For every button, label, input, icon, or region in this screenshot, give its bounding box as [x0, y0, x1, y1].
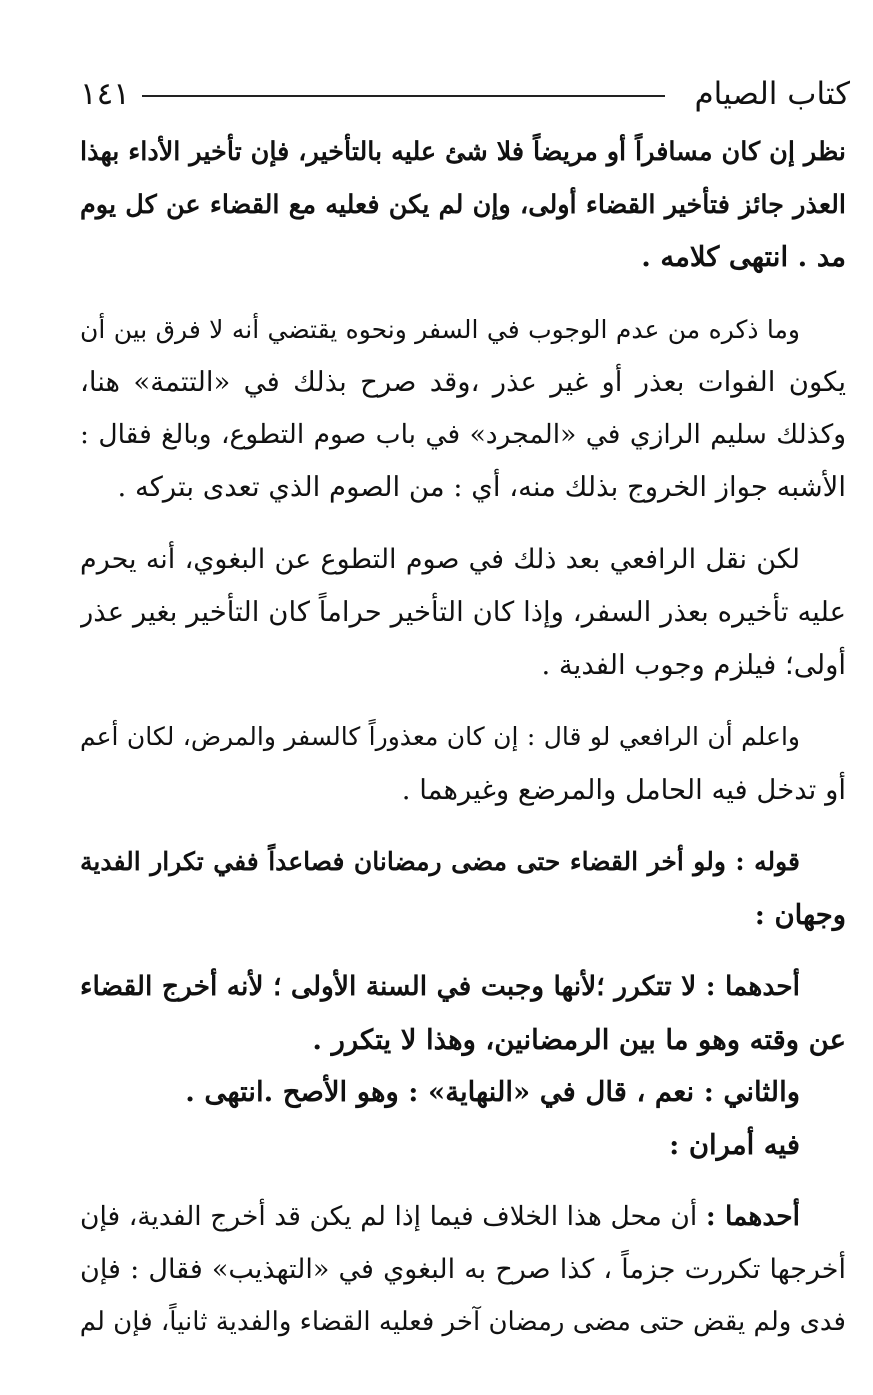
text-line: والثاني : نعم ، قال في «النهاية» : وهو الأصح .انتهى .	[185, 1076, 800, 1108]
text-line	[80, 1191, 846, 1244]
page-body	[80, 126, 846, 1349]
running-header	[80, 70, 850, 124]
text-line: الأشبه جواز الخروج بذلك منه، أي : من الصوم الذي تعدى بتركه .	[117, 471, 846, 503]
text-line: أو تدخل فيه الحامل والمرضع وغيرهما .	[401, 773, 846, 806]
paragraph	[80, 304, 846, 514]
paragraph	[80, 836, 846, 941]
paragraph	[80, 534, 846, 692]
paragraph	[80, 1066, 846, 1119]
paragraph	[80, 1119, 846, 1172]
paragraph	[80, 126, 846, 284]
text-line: فدى ولم يقض حتى مضى رمضان آخر فعليه القضاء والفدية ثانياً، فإن لم	[80, 1307, 846, 1337]
text-line: عن وقته وهو ما بين الرمضانين، وهذا لا يتكرر .	[312, 1023, 846, 1056]
text-line: فيه أمران :	[669, 1128, 800, 1161]
text-line: أخرجها تكررت جزماً ، كذا صرح به البغوي في «التهذيب» فقال : فإن	[80, 1253, 846, 1285]
paragraph	[80, 961, 846, 1066]
chapter-title: كتاب الصيام	[694, 76, 850, 112]
text-line: نظر إن كان مسافراً أو مريضاً فلا شئ عليه بالتأخير، فإن تأخير الأداء بهذا	[80, 137, 846, 167]
text-line: وجهان :	[754, 898, 846, 931]
text-line: مد . انتهى كلامه .	[641, 241, 846, 273]
lead-term: أحدهما :	[705, 1201, 800, 1232]
text-run: أن محل هذا الخلاف فيما إذا لم يكن قد أخرج الفدية، فإن	[80, 1201, 706, 1232]
text-line: وكذلك سليم الرازي في «المجرد» في باب صوم التطوع، وبالغ فقال :	[80, 418, 846, 450]
text-line: قوله : ولو أخر القضاء حتى مضى رمضانان فصاعداً ففي تكرار الفدية	[80, 847, 800, 876]
paragraph	[80, 711, 846, 816]
text-line: يكون الفوات بعذر أو غير عذر ،وقد صرح بذلك في «التتمة» هنا،	[80, 366, 846, 398]
text-line: عليه تأخيره بعذر السفر، وإذا كان التأخير حراماً كان التأخير بغير عذر	[80, 596, 846, 628]
text-line: أولى؛ فيلزم وجوب الفدية .	[541, 648, 846, 681]
text-line: واعلم أن الرافعي لو قال : إن كان معذوراً كالسفر والمرض، لكان أعم	[80, 722, 800, 751]
header-rule	[142, 95, 665, 97]
text-line: وما ذكره من عدم الوجوب في السفر ونحوه يقتضي أنه لا فرق بين أن	[80, 314, 800, 344]
text-line: العذر جائز فتأخير القضاء أولى، وإن لم يكن فعليه مع القضاء عن كل يوم	[80, 189, 846, 220]
page-number: ١٤١	[80, 76, 130, 112]
text-line: لكن نقل الرافعي بعد ذلك في صوم التطوع عن البغوي، أنه يحرم	[80, 543, 800, 575]
text-line: أحدهما : لا تتكرر ؛لأنها وجبت في السنة الأولى ؛ لأنه أخرج القضاء	[80, 971, 800, 1002]
paragraph	[80, 1191, 846, 1349]
